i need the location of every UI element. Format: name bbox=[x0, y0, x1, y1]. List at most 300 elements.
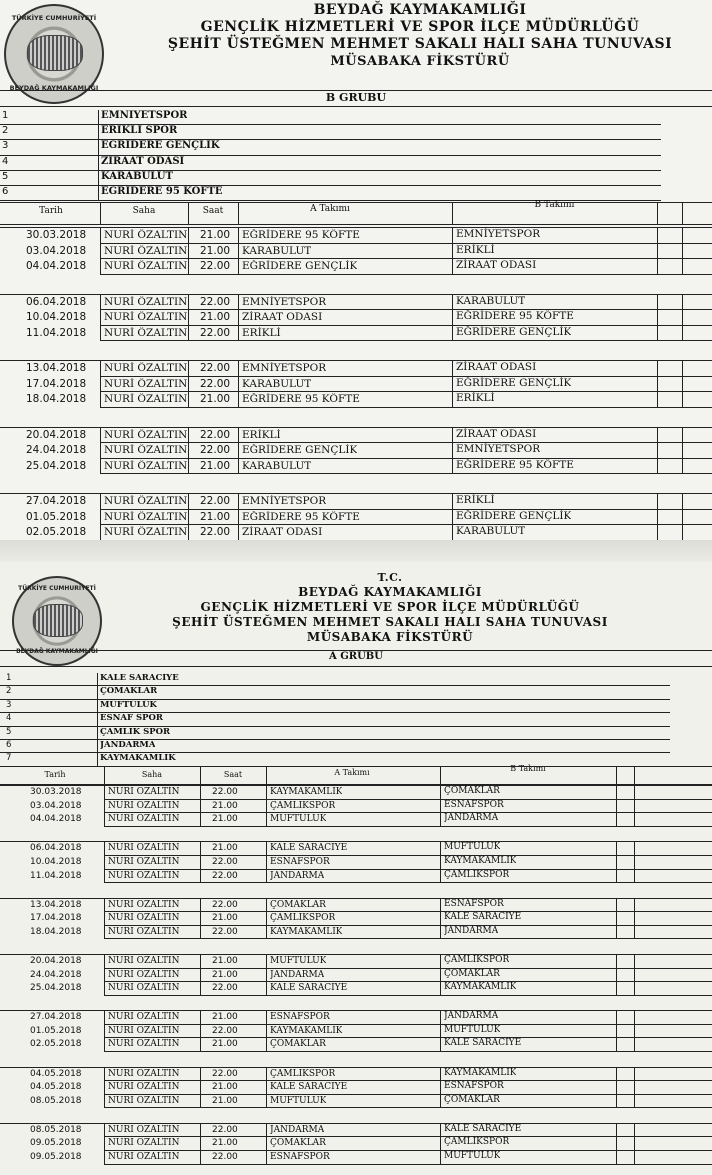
rule bbox=[188, 294, 189, 342]
match-team-a: EMNİYETSPOR bbox=[242, 362, 327, 374]
match-team-a: ÇOMAKLAR bbox=[270, 1138, 326, 1149]
rule bbox=[616, 898, 617, 940]
match-team-a: EĞRİDERE 95 KÖFTE bbox=[242, 510, 360, 523]
seal-bottom-text: BEYDAĞ KAYMAKAMLIĞI bbox=[16, 648, 98, 656]
match-venue: NURİ ÖZALTIN bbox=[104, 326, 188, 339]
seal-emblem-icon bbox=[27, 35, 83, 72]
match-row bbox=[0, 377, 712, 393]
match-team-a: ZİRAAT ODASI bbox=[242, 526, 323, 538]
match-team-b: ÇAMLIKSPOR bbox=[444, 954, 510, 965]
match-team-a: MÜFTÜLÜK bbox=[270, 955, 327, 966]
match-row bbox=[0, 244, 712, 260]
match-time: 22.00 bbox=[212, 1068, 238, 1079]
match-team-b: KARABULUT bbox=[456, 294, 526, 307]
col-header-team-a: A Takımı bbox=[334, 768, 370, 777]
match-team-a: JANDARMA bbox=[270, 1124, 325, 1135]
rule bbox=[200, 1010, 201, 1052]
rule bbox=[440, 841, 441, 883]
document-header bbox=[150, 570, 630, 645]
match-team-a: EMNİYETSPOR bbox=[242, 295, 327, 308]
team-number: 4 bbox=[6, 713, 12, 724]
col-header-venue: Saha bbox=[132, 206, 156, 216]
match-date: 01.05.2018 bbox=[26, 510, 87, 523]
rule bbox=[266, 1067, 267, 1109]
rule bbox=[0, 155, 661, 156]
match-venue: NURİ ÖZALTIN bbox=[108, 1138, 180, 1149]
match-team-a: ESNAFSPOR bbox=[270, 856, 330, 867]
match-date: 08.05.2018 bbox=[30, 1095, 82, 1106]
rule bbox=[200, 898, 201, 940]
team-name: EĞRİDERE 95 KÖFTE bbox=[101, 186, 223, 197]
team-number: 6 bbox=[6, 740, 12, 750]
match-team-a: ERİKLİ bbox=[242, 326, 281, 339]
match-venue: NURİ ÖZALTIN bbox=[108, 983, 180, 994]
match-date: 18.04.2018 bbox=[26, 393, 87, 405]
match-row bbox=[0, 842, 712, 856]
match-date: 18.04.2018 bbox=[30, 926, 82, 937]
rule bbox=[104, 766, 105, 784]
rule bbox=[266, 954, 267, 996]
match-date: 17.04.2018 bbox=[30, 913, 82, 924]
rule bbox=[238, 493, 239, 540]
match-date: 01.05.2018 bbox=[30, 1025, 82, 1036]
match-team-a: KALE SARACİYE bbox=[270, 1082, 348, 1093]
match-venue: NURİ ÖZALTIN bbox=[108, 1095, 180, 1106]
match-venue: NURİ ÖZALTIN bbox=[104, 393, 188, 405]
rule bbox=[104, 1067, 105, 1109]
match-venue: NURİ ÖZALTIN bbox=[108, 1068, 180, 1079]
rule bbox=[238, 202, 239, 224]
match-row bbox=[0, 926, 712, 940]
match-team-b: EĞRİDERE 95 KÖFTE bbox=[456, 310, 574, 322]
rule bbox=[100, 202, 101, 224]
rule bbox=[97, 673, 98, 767]
fixture-sheet-b-group bbox=[0, 0, 712, 540]
rule bbox=[616, 766, 617, 784]
rule bbox=[0, 106, 712, 107]
rule bbox=[440, 766, 441, 784]
fixture-sheet-a-group bbox=[0, 562, 712, 1175]
rule bbox=[616, 954, 617, 996]
match-team-b: EĞRİDERE 95 KÖFTE bbox=[456, 458, 574, 471]
match-team-b: ZİRAAT ODASI bbox=[456, 427, 537, 440]
rule bbox=[440, 785, 441, 827]
match-date: 10.04.2018 bbox=[30, 856, 82, 867]
rule bbox=[104, 1123, 105, 1165]
match-date: 03.04.2018 bbox=[26, 244, 87, 257]
match-row bbox=[0, 525, 712, 540]
match-row bbox=[0, 259, 712, 275]
match-team-b: KARABULUT bbox=[456, 525, 526, 537]
match-venue: NURİ ÖZALTIN bbox=[108, 870, 180, 881]
match-row bbox=[0, 1095, 712, 1109]
match-team-b: KAYMAKAMLIK bbox=[444, 855, 517, 866]
rule bbox=[0, 766, 712, 767]
rule bbox=[104, 1010, 105, 1052]
rule bbox=[634, 841, 635, 883]
match-team-b: ESNAFSPOR bbox=[444, 1081, 504, 1092]
match-row bbox=[0, 969, 712, 983]
match-venue: NURİ ÖZALTIN bbox=[108, 969, 180, 980]
match-venue: NURİ ÖZALTIN bbox=[108, 913, 180, 924]
rule bbox=[0, 139, 661, 140]
match-date: 11.04.2018 bbox=[30, 870, 82, 881]
rule bbox=[440, 954, 441, 996]
match-team-b: JANDARMA bbox=[444, 1011, 499, 1022]
match-date: 17.04.2018 bbox=[26, 377, 87, 390]
match-time: 21.00 bbox=[200, 311, 231, 323]
match-row bbox=[0, 813, 712, 827]
match-team-a: ÇAMLIKSPOR bbox=[270, 1068, 336, 1079]
match-row bbox=[0, 326, 712, 342]
team-name: KALE SARACİYE bbox=[100, 673, 179, 683]
match-team-a: MÜFTÜLÜK bbox=[270, 1095, 327, 1106]
match-time: 22.00 bbox=[200, 428, 231, 441]
rule bbox=[634, 1123, 635, 1165]
match-time: 22.00 bbox=[212, 899, 238, 910]
match-date: 11.04.2018 bbox=[26, 326, 87, 339]
match-team-a: EĞRİDERE 95 KÖFTE bbox=[242, 229, 360, 241]
match-row bbox=[0, 310, 712, 326]
match-row bbox=[0, 870, 712, 884]
rule bbox=[452, 294, 453, 342]
rule bbox=[100, 407, 712, 408]
team-name: JANDARMA bbox=[100, 740, 156, 750]
rule bbox=[682, 360, 683, 408]
team-number: 3 bbox=[2, 140, 9, 152]
match-date: 09.05.2018 bbox=[30, 1138, 82, 1149]
match-time: 22.00 bbox=[200, 260, 231, 272]
rule bbox=[616, 785, 617, 827]
team-number: 6 bbox=[2, 186, 9, 197]
match-time: 21.00 bbox=[212, 800, 238, 811]
match-venue: NURİ ÖZALTIN bbox=[108, 787, 180, 797]
match-row bbox=[0, 912, 712, 926]
match-time: 21.00 bbox=[212, 1082, 238, 1093]
group-title: A GRUBU bbox=[329, 651, 383, 662]
rule bbox=[634, 898, 635, 940]
match-venue: NURİ ÖZALTIN bbox=[104, 459, 188, 472]
team-number: 5 bbox=[6, 726, 12, 737]
match-team-a: ÇOMAKLAR bbox=[270, 1039, 326, 1050]
match-team-b: EMNİYETSPOR bbox=[456, 228, 541, 240]
match-row bbox=[0, 361, 712, 377]
match-date: 20.04.2018 bbox=[26, 428, 87, 441]
match-time: 22.00 bbox=[212, 926, 238, 937]
match-venue: NURİ ÖZALTIN bbox=[108, 1039, 180, 1050]
match-date: 13.04.2018 bbox=[30, 899, 82, 910]
match-team-a: EĞRİDERE GENÇLİK bbox=[242, 444, 358, 456]
match-team-b: EĞRİDERE GENÇLİK bbox=[456, 376, 572, 389]
rule bbox=[100, 294, 101, 342]
rule bbox=[634, 1010, 635, 1052]
match-team-a: ZİRAAT ODASI bbox=[242, 311, 323, 323]
match-venue: NURİ ÖZALTIN bbox=[108, 1012, 180, 1023]
rule bbox=[100, 360, 101, 408]
match-venue: NURİ ÖZALTIN bbox=[104, 510, 188, 523]
match-venue: NURİ ÖZALTIN bbox=[108, 1152, 180, 1162]
rule bbox=[682, 202, 683, 224]
page-gap bbox=[0, 540, 712, 562]
match-time: 21.00 bbox=[212, 843, 238, 854]
rule bbox=[100, 340, 712, 341]
match-team-b: EĞRİDERE GENÇLİK bbox=[456, 509, 572, 522]
rule bbox=[100, 274, 712, 275]
match-time: 21.00 bbox=[212, 1138, 238, 1149]
match-time: 21.00 bbox=[212, 1095, 238, 1106]
rule bbox=[200, 1067, 201, 1109]
header-line: MÜSABAKA FİKSTÜRÜ bbox=[306, 630, 474, 644]
match-team-a: KALE SARACİYE bbox=[270, 983, 348, 994]
rule bbox=[440, 898, 441, 940]
match-team-a: EĞRİDERE 95 KÖFTE bbox=[242, 393, 360, 405]
rule bbox=[104, 1164, 712, 1165]
col-header-team-b: B Takımı bbox=[534, 200, 575, 210]
match-row bbox=[0, 1124, 712, 1138]
match-row bbox=[0, 510, 712, 526]
rule bbox=[440, 1067, 441, 1109]
rule bbox=[100, 427, 101, 475]
match-venue: NURİ ÖZALTIN bbox=[104, 229, 188, 241]
rule bbox=[452, 227, 453, 275]
rule bbox=[104, 938, 712, 939]
match-time: 22.00 bbox=[212, 870, 238, 881]
match-time: 21.00 bbox=[200, 510, 231, 523]
match-venue: NURİ ÖZALTIN bbox=[104, 362, 188, 374]
match-venue: NURİ ÖZALTIN bbox=[104, 428, 188, 441]
group-title: B GRUBU bbox=[325, 91, 387, 104]
match-date: 06.04.2018 bbox=[30, 843, 82, 854]
match-team-b: MÜFTÜLÜK bbox=[444, 1024, 501, 1035]
match-time: 22.00 bbox=[200, 295, 231, 308]
rule bbox=[682, 427, 683, 475]
rule bbox=[100, 493, 101, 540]
match-team-b: KAYMAKAMLIK bbox=[444, 1067, 517, 1078]
team-name: KARABULUT bbox=[101, 170, 173, 182]
match-row bbox=[0, 459, 712, 475]
rule bbox=[104, 785, 105, 827]
match-time: 21.00 bbox=[212, 1012, 238, 1023]
match-time: 22.00 bbox=[212, 1025, 238, 1036]
col-header-team-b: B Takımı bbox=[510, 764, 546, 773]
rule bbox=[238, 360, 239, 408]
team-name: EĞRİDERE GENÇLİK bbox=[101, 140, 220, 152]
match-date: 06.04.2018 bbox=[26, 295, 87, 308]
rule bbox=[238, 227, 239, 275]
match-team-b: ERİKLİ bbox=[456, 392, 495, 404]
match-date: 04.05.2018 bbox=[30, 1082, 82, 1093]
match-team-b: EMNİYETSPOR bbox=[456, 443, 541, 455]
rule bbox=[266, 1123, 267, 1165]
match-venue: NURİ ÖZALTIN bbox=[104, 311, 188, 323]
rule bbox=[616, 1010, 617, 1052]
match-time: 21.00 bbox=[212, 1039, 238, 1050]
col-header-venue: Saha bbox=[141, 770, 163, 779]
rule bbox=[104, 826, 712, 827]
rule bbox=[0, 170, 661, 171]
rule bbox=[634, 785, 635, 827]
rule bbox=[104, 898, 105, 940]
col-header-date: Tarih bbox=[39, 206, 63, 216]
match-time: 22.00 bbox=[212, 983, 238, 994]
match-date: 09.05.2018 bbox=[30, 1152, 82, 1162]
rule bbox=[266, 841, 267, 883]
rule bbox=[98, 110, 99, 201]
rule bbox=[440, 1010, 441, 1052]
match-team-b: ERİKLİ bbox=[456, 494, 495, 506]
rule bbox=[200, 1123, 201, 1165]
match-team-b: KAYMAKAMLIK bbox=[444, 982, 517, 993]
seal-bottom-text: BEYDAĞ KAYMAKAMLIĞI bbox=[9, 84, 99, 93]
match-team-a: ESNAFSPOR bbox=[270, 1012, 330, 1023]
rule bbox=[0, 666, 712, 667]
match-time: 21.00 bbox=[212, 814, 238, 825]
match-row bbox=[0, 955, 712, 969]
team-name: KAYMAKAMLIK bbox=[100, 753, 176, 764]
match-team-b: EĞRİDERE GENÇLİK bbox=[456, 325, 572, 338]
seal-emblem-icon bbox=[33, 604, 83, 637]
rule bbox=[238, 294, 239, 342]
match-date: 30.03.2018 bbox=[26, 229, 87, 241]
rule bbox=[657, 294, 658, 342]
match-team-b: KALE SARACİYE bbox=[444, 1038, 522, 1049]
match-time: 22.00 bbox=[200, 495, 231, 507]
match-venue: NURİ ÖZALTIN bbox=[108, 1124, 180, 1135]
match-time: 22.00 bbox=[200, 377, 231, 390]
rule bbox=[104, 954, 105, 996]
match-venue: NURİ ÖZALTIN bbox=[108, 926, 180, 937]
match-date: 25.04.2018 bbox=[30, 983, 82, 994]
match-team-a: ÇOMAKLAR bbox=[270, 899, 326, 910]
match-row bbox=[0, 1038, 712, 1052]
match-venue: NURİ ÖZALTIN bbox=[104, 295, 188, 308]
rule bbox=[188, 360, 189, 408]
rule bbox=[238, 427, 239, 475]
seal-top-text: TÜRKİYE CUMHURİYETİ bbox=[18, 584, 96, 592]
rule bbox=[634, 954, 635, 996]
match-team-b: MÜFTÜLÜK bbox=[444, 842, 501, 853]
match-row bbox=[0, 1137, 712, 1151]
match-time: 21.00 bbox=[212, 969, 238, 980]
rule bbox=[0, 185, 661, 186]
rule bbox=[657, 227, 658, 275]
match-date: 10.04.2018 bbox=[26, 311, 87, 323]
rule bbox=[682, 294, 683, 342]
match-team-b: ESNAFSPOR bbox=[444, 799, 504, 810]
rule bbox=[188, 427, 189, 475]
match-date: 02.05.2018 bbox=[30, 1039, 82, 1050]
match-row bbox=[0, 1068, 712, 1082]
match-team-b: ÇOMAKLAR bbox=[444, 786, 500, 796]
match-row bbox=[0, 295, 712, 311]
rule bbox=[657, 360, 658, 408]
match-team-a: KAYMAKAMLIK bbox=[270, 926, 343, 937]
document-header bbox=[150, 2, 690, 70]
match-time: 21.00 bbox=[200, 459, 231, 472]
match-team-b: ZİRAAT ODASI bbox=[456, 259, 537, 271]
rule bbox=[452, 202, 453, 224]
team-number: 1 bbox=[6, 673, 12, 683]
header-line: MÜSABAKA FİKSTÜRÜ bbox=[330, 54, 510, 69]
match-team-b: JANDARMA bbox=[444, 925, 499, 936]
match-team-a: KAYMAKAMLIK bbox=[270, 1025, 343, 1036]
match-team-b: MÜFTÜLÜK bbox=[444, 1151, 501, 1161]
match-time: 21.00 bbox=[200, 393, 231, 405]
col-header-time: Saat bbox=[202, 206, 224, 216]
match-row bbox=[0, 800, 712, 814]
header-line: GENÇLİK HİZMETLERİ VE SPOR İLÇE MÜDÜRLÜĞÜ bbox=[200, 19, 640, 35]
match-venue: NURİ ÖZALTIN bbox=[108, 1025, 180, 1036]
match-team-b: KALE SARACİYE bbox=[444, 1123, 522, 1134]
match-team-a: KARABULUT bbox=[242, 377, 312, 390]
match-venue: NURİ ÖZALTIN bbox=[104, 377, 188, 390]
match-team-a: ESNAFSPOR bbox=[270, 1152, 330, 1162]
match-date: 02.05.2018 bbox=[26, 526, 87, 538]
match-row bbox=[0, 443, 712, 459]
match-team-b: ÇAMLIKSPOR bbox=[444, 869, 510, 880]
header-line: T.C. bbox=[377, 571, 403, 584]
rule bbox=[266, 898, 267, 940]
match-team-b: KALE SARACİYE bbox=[444, 912, 522, 923]
rule bbox=[0, 124, 661, 125]
match-venue: NURİ ÖZALTIN bbox=[104, 260, 188, 272]
rule bbox=[266, 766, 267, 784]
official-seal bbox=[4, 4, 104, 104]
header-line: ŞEHİT ÜSTEĞMEN MEHMET SAKALI HALI SAHA TUNUVASI bbox=[167, 36, 673, 52]
match-time: 22.00 bbox=[200, 362, 231, 374]
team-name: ÇOMAKLAR bbox=[100, 686, 158, 697]
match-row bbox=[0, 494, 712, 510]
match-date: 04.05.2018 bbox=[30, 1068, 82, 1079]
col-header-team-a: A Takımı bbox=[310, 204, 350, 214]
match-team-a: KARABULUT bbox=[242, 459, 312, 472]
match-time: 22.00 bbox=[212, 1124, 238, 1135]
match-venue: NURİ ÖZALTIN bbox=[108, 856, 180, 867]
match-time: 22.00 bbox=[200, 444, 231, 456]
rule bbox=[682, 493, 683, 540]
match-date: 08.05.2018 bbox=[30, 1124, 82, 1135]
team-name: ERİKLİ SPOR bbox=[101, 125, 178, 137]
rule bbox=[634, 1067, 635, 1109]
rule bbox=[266, 785, 267, 827]
rule bbox=[682, 227, 683, 275]
team-number: 5 bbox=[2, 170, 9, 182]
rule bbox=[200, 785, 201, 827]
match-row bbox=[0, 856, 712, 870]
match-row bbox=[0, 1011, 712, 1025]
match-date: 24.04.2018 bbox=[26, 444, 87, 456]
header-line: BEYDAĞ KAYMAKAMLIĞI bbox=[298, 585, 482, 599]
match-date: 24.04.2018 bbox=[30, 969, 82, 980]
rule bbox=[188, 227, 189, 275]
rule bbox=[104, 1051, 712, 1052]
match-venue: NURİ ÖZALTIN bbox=[108, 800, 180, 811]
rule bbox=[657, 202, 658, 224]
match-date: 27.04.2018 bbox=[30, 1012, 82, 1023]
team-number: 3 bbox=[6, 699, 12, 710]
match-time: 22.00 bbox=[212, 856, 238, 867]
match-team-a: ÇAMLIKSPOR bbox=[270, 800, 336, 811]
match-venue: NURİ ÖZALTIN bbox=[108, 1082, 180, 1093]
rule bbox=[616, 841, 617, 883]
rule bbox=[104, 882, 712, 883]
match-team-b: ZİRAAT ODASI bbox=[456, 361, 537, 373]
rule bbox=[188, 493, 189, 540]
rule bbox=[0, 202, 712, 203]
rule bbox=[616, 1123, 617, 1165]
rule bbox=[452, 493, 453, 540]
match-row bbox=[0, 1025, 712, 1039]
